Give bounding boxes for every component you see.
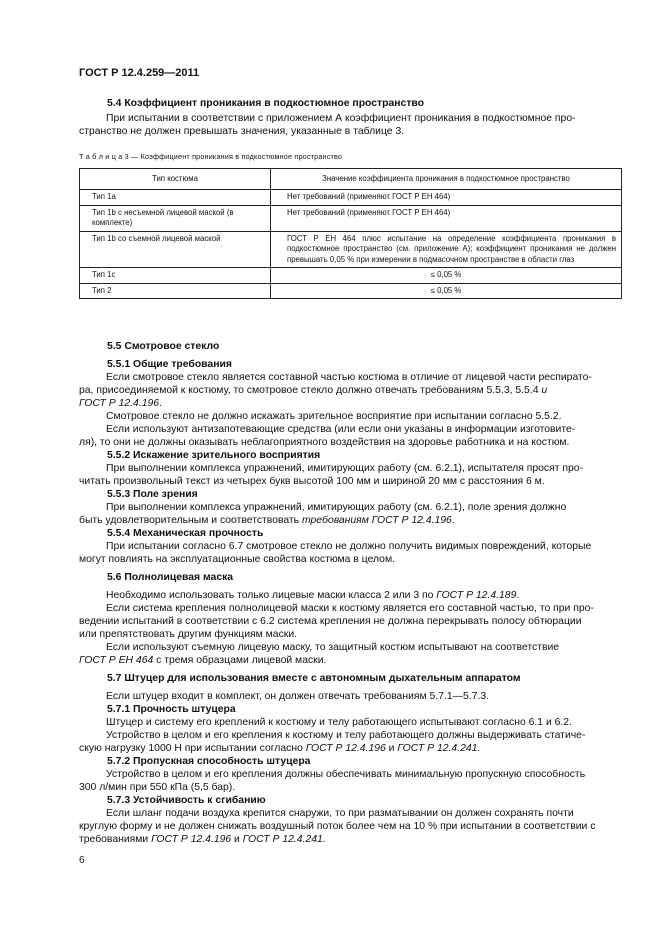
text-line: Если система крепления полнолицевой маски к костюму является его составной частью, то при про- bbox=[106, 603, 594, 614]
text-line: Устройство в целом и его крепления должны обеспечивать минимальную пропускную способность bbox=[106, 769, 586, 780]
text-span: . bbox=[516, 590, 520, 601]
text-span: . bbox=[477, 743, 481, 754]
text-line: Если используют съемную лицевую маску, то защитный костюм испытывают на соответствие bbox=[106, 642, 560, 653]
table-cell-type: Тип 1а bbox=[80, 190, 271, 206]
text-span: Необходимо использовать только лицевые маски класса 2 или 3 по bbox=[106, 590, 437, 601]
table-3-caption: Т а б л и ц а 3 — Коэффициент проникания в подкостюмное пространство bbox=[79, 152, 343, 161]
document-header: ГОСТ Р 12.4.259—2011 bbox=[79, 67, 200, 79]
section-5-7-1-heading: 5.7.1 Прочность штуцера bbox=[107, 704, 236, 715]
text-line: ля), то они не должны оказывать неблагоприятного воздействия на здоровье работника и на костюм. bbox=[79, 437, 570, 448]
text-line: Если шланг подачи воздуха крепится снаружи, то при разматывании он должен сохранять почти bbox=[106, 808, 574, 819]
table-row bbox=[80, 283, 622, 299]
gost-reference: ГОСТ Р 12.4.196 bbox=[305, 743, 386, 754]
table-header-cell: Значение коэффициента проникания в подкостюмное пространство bbox=[271, 169, 622, 190]
text-span: . bbox=[159, 398, 162, 409]
text-line: Устройство в целом и его крепления к костюму и телу работающего должны выдерживать статиче- bbox=[106, 730, 586, 741]
gost-reference: ГОСТ Р 12.4.241 bbox=[242, 834, 323, 845]
text-line: 300 л/мин при 550 кПа (5,5 бар). bbox=[79, 782, 236, 793]
table-cell-value: ГОСТ Р ЕН 464 плюс испытание на определение коэффициента проникания в подкостюмное пространство (см. приложение А); коэффициент проникания не должен превышать 0,05 % при измерении в подмасочном пространстве в области глаз bbox=[271, 231, 622, 268]
table-cell-value: Нет требований (применяют ГОСТ Р ЕН 464) bbox=[271, 205, 622, 231]
text-line bbox=[79, 514, 622, 527]
gost-reference: ГОСТ Р 12.4.241 bbox=[397, 743, 478, 754]
section-5-6-heading: 5.6 Полнолицевая маска bbox=[107, 572, 234, 583]
text-line bbox=[79, 589, 622, 602]
text-line: Если смотровое стекло является составной частью костюма в отличие от лицевой части респирато- bbox=[106, 372, 592, 383]
section-5-5-4-heading: 5.5.4 Механическая прочность bbox=[107, 528, 264, 539]
section-5-5-1-heading: 5.5.1 Общие требования bbox=[107, 359, 232, 370]
text-span: с тремя образцами лицевой маски. bbox=[153, 655, 327, 666]
text-line bbox=[79, 833, 622, 846]
text-line: могут повлиять на эксплуатационные свойства костюма в целом. bbox=[79, 554, 395, 565]
section-5-4-heading: 5.4 Коэффициент проникания в подкостюмное пространство bbox=[107, 98, 424, 109]
section-5-4-text bbox=[79, 112, 622, 138]
section-5-7-2-heading: 5.7.2 Пропускная способность штуцера bbox=[107, 756, 311, 767]
text-span: и bbox=[231, 834, 243, 845]
text-line: При выполнении комплекса упражнений, имитирующих работу (см. 6.2.1), испытателя просят про- bbox=[106, 463, 584, 474]
text-line bbox=[79, 654, 622, 667]
table-cell-value: Нет требований (применяют ГОСТ Р ЕН 464) bbox=[271, 190, 622, 206]
text-line: При испытании согласно 6.7 смотровое стекло не должно получить видимых повреждений, которые bbox=[106, 541, 592, 552]
text-span: . bbox=[322, 834, 326, 845]
text-span: и bbox=[541, 385, 548, 396]
text-line: Штуцер и систему его креплений к костюму и телу работающего испытывают согласно 6.1 и 6.2. bbox=[106, 717, 572, 728]
text-line: При испытании в соответствии с приложением А коэффициент проникания в подкостюмное про- bbox=[106, 113, 576, 124]
gost-reference: ГОСТ Р 12.4.196 bbox=[151, 834, 232, 845]
section-5-7-heading: 5.7 Штуцер для использования вместе с автономным дыхательным аппаратом bbox=[107, 673, 521, 684]
table-cell-type: Тип 1b со съемной лицевой маской bbox=[80, 231, 271, 268]
text-line: ведении испытаний в соответствии с 6.2 система крепления не должна перекрывать полосу обтюрации bbox=[79, 616, 582, 627]
text-line: читать произвольный текст из четырех букв высотой 100 мм и шириной 20 мм с расстояния 6 м. bbox=[79, 476, 545, 487]
section-5-7-3-heading: 5.7.3 Устойчивость к сгибанию bbox=[107, 795, 266, 806]
section-5-5-3-heading: 5.5.3 Поле зрения bbox=[107, 489, 198, 500]
table-row bbox=[80, 190, 622, 206]
text-line: или препятствовать другим функциям маски. bbox=[79, 629, 298, 640]
text-line: Если штуцер входит в комплект, он должен отвечать требованиям 5.7.1—5.7.3. bbox=[106, 691, 490, 702]
table-cell-value: ≤ 0,05 % bbox=[271, 283, 622, 299]
table-cell-type: Тип 2 bbox=[80, 283, 271, 299]
table-row bbox=[80, 205, 622, 231]
text-line bbox=[79, 397, 622, 410]
text-line: Смотровое стекло не должно искажать зрительное восприятие при испытании согласно 5.5.2. bbox=[106, 411, 562, 422]
gost-reference: ГОСТ Р 12.4.189 bbox=[436, 590, 517, 601]
table-3 bbox=[79, 168, 622, 299]
section-5-5-heading: 5.5 Смотровое стекло bbox=[107, 341, 220, 352]
text-span: и bbox=[385, 743, 398, 754]
text-line: При выполнении комплекса упражнений, имитирующих работу (см. 6.2.1), поле зрения должно bbox=[106, 502, 567, 513]
gost-reference: ГОСТ Р 12.4.196 bbox=[79, 398, 160, 409]
text-span: . bbox=[451, 515, 455, 526]
text-span: ра, присоединяемой к костюму, то смотровое стекло должно отвечать требованиям 5.5.3, 5.5.4 bbox=[79, 385, 542, 396]
gost-reference: требованиям ГОСТ Р 12.4.196 bbox=[301, 515, 452, 526]
text-line: круглую форму и не должен снижать воздушный поток более чем на 10 % при испытании в соответствии с bbox=[79, 821, 596, 832]
text-line: Если используют антизапотевающие средства (или если они указаны в информации изготовите- bbox=[106, 424, 576, 435]
text-line: странство не должен превышать значения, указанные в таблице 3. bbox=[79, 126, 405, 137]
text-line bbox=[79, 384, 622, 397]
table-header-cell: Тип костюма bbox=[80, 169, 271, 190]
section-5-5-2-heading: 5.5.2 Искажение зрительного восприятия bbox=[107, 450, 321, 461]
table-cell-type: Тип 1b с несъемной лицевой маской (в комплекте) bbox=[80, 205, 271, 231]
table-header-row bbox=[80, 169, 622, 190]
text-span: требованиями bbox=[79, 834, 152, 845]
text-line bbox=[79, 742, 622, 755]
gost-reference: ГОСТ Р ЕН 464 bbox=[79, 655, 154, 666]
table-row bbox=[80, 268, 622, 284]
text-span: быть удовлетворительным и соответствовать bbox=[79, 515, 302, 526]
table-row bbox=[80, 231, 622, 268]
section-5-5 bbox=[79, 340, 622, 846]
table-cell-type: Тип 1с bbox=[80, 268, 271, 284]
text-span: скую нагрузку 1000 Н при испытании согласно bbox=[79, 743, 306, 754]
table-cell-value: ≤ 0,05 % bbox=[271, 268, 622, 284]
page-number: 6 bbox=[79, 855, 85, 866]
